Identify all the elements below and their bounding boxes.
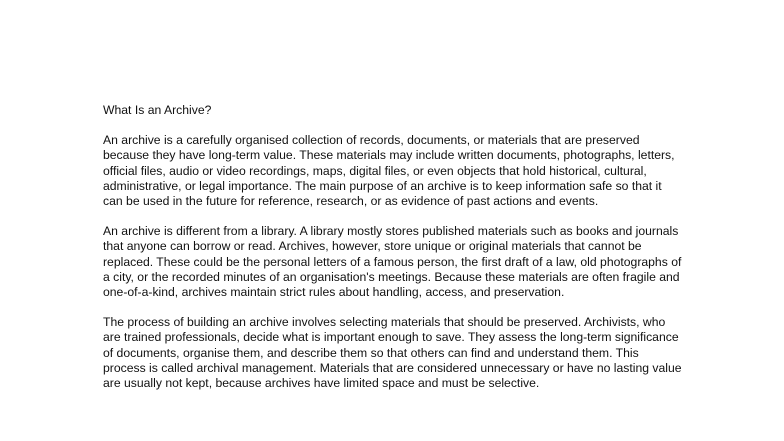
document-body bbox=[103, 103, 683, 406]
paragraph-2: An archive is different from a library. A library mostly stores published materials such as books and journals that anyone can borrow or read. Archives, however, store unique or original materials that cannot be replaced. These could be the personal letters of a famous person, the first draft of a law, old photographs of a city, or the recorded minutes of an organisation's meetings. Because these materials are often fragile and one-of-a-kind, archives maintain strict rules about handling, access, and preservation. bbox=[103, 224, 682, 300]
paragraph-1: An archive is a carefully organised collection of records, documents, or materials that are preserved because they have long-term value. These materials may include written documents, photographs, letters, official files, audio or video recordings, maps, digital files, or even objects that hold historical, cultural, administrative, or legal importance. The main purpose of an archive is to keep information safe so that it can be used in the future for reference, research, or as evidence of past actions and events. bbox=[103, 133, 675, 209]
paragraph-3: The process of building an archive involves selecting materials that should be preserved. Archivists, who are trained professionals, decide what is important enough to save. They assess the long-term significance of documents, organise them, and describe them so that others can find and understand them. This process is called archival management. Materials that are considered unnecessary or have no lasting value are usually not kept, because archives have limited space and must be selective. bbox=[103, 315, 682, 391]
document-heading: What Is an Archive? bbox=[103, 103, 212, 117]
